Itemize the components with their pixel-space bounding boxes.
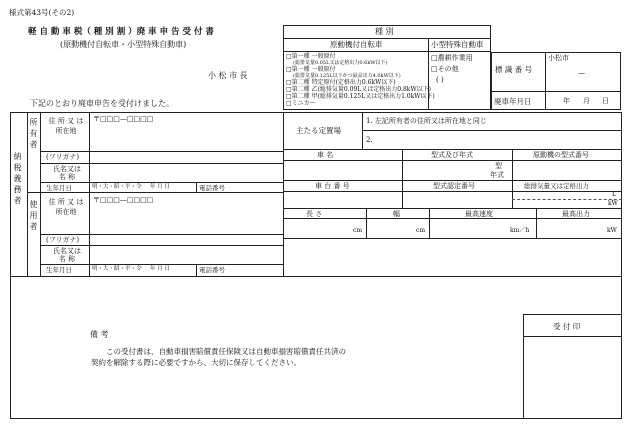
special-other-paren: ( ) (436, 76, 444, 84)
max-power-label: 最高出力 (562, 210, 590, 218)
user-birth-era[interactable]: 明・大・昭・平・令 (92, 266, 142, 272)
taxpayer-side-label: 納税義務者 (13, 152, 22, 207)
form-subtitle: (原動機付自転車・小型特殊自動車) (60, 40, 187, 49)
speed-unit: km／h (510, 227, 530, 234)
unit-kw: kW (608, 200, 618, 207)
storage-option-2[interactable]: 2. (366, 136, 373, 144)
chassis-number-label: 車 台 番 号 (315, 182, 350, 190)
minicar-checkbox[interactable]: □ ミニカー (286, 101, 316, 107)
engine-model-label: 原動機の型式番号 (533, 151, 589, 159)
user-furigana-label: (フリガナ) (46, 236, 80, 244)
moped-tokutei-checkbox[interactable]: □ 第二種 特定原付(定格出力0.6kW以下) (286, 80, 396, 86)
unit-l: L (612, 191, 616, 198)
displacement-label: 総排気量又は定格出力 (524, 182, 589, 190)
owner-address-label: 住 所 又 は 所在地 (48, 117, 84, 135)
mayor-label: 小 松 市 長 (208, 71, 248, 80)
moped-first-b-checkbox[interactable]: □ 第一種 一般原付 (286, 67, 336, 73)
user-birth-ymd: 年 月 日 (150, 266, 170, 272)
owner-label: 所有者 (29, 118, 38, 151)
kind-header: 種 別 (375, 27, 394, 36)
owner-furigana-label: (フリガナ) (46, 153, 80, 161)
moped-second-otsu-checkbox[interactable]: □ 第二種 乙(総排気量0.09L又は定格出力0.8kW以下) (286, 87, 431, 93)
form-title: 軽 自 動 車 税（ 種 別 割 ）廃 車 申 告 受 付 書 (28, 27, 214, 37)
owner-phone-label: 電話番号 (199, 184, 225, 192)
owner-birth-label: 生年月日 (46, 184, 72, 192)
user-label: 使用者 (29, 200, 38, 233)
notes-label: 備 考 (90, 330, 109, 339)
kind-col-moped: 原動機付自転車 (330, 40, 383, 49)
power-unit: kW (607, 227, 617, 234)
vehicle-name-label: 車 名 (317, 151, 334, 159)
special-agri-checkbox[interactable]: □ 農耕作業用 (431, 55, 473, 62)
user-address-label: 住 所 又 は 所在地 (48, 198, 84, 216)
scrap-year: 年 (563, 97, 570, 105)
reception-stamp-label: 受 付 印 (553, 322, 581, 331)
owner-name-label: 氏名又は名 称 (53, 165, 81, 181)
length-label: 長 さ (306, 210, 323, 218)
vehicle-year-unit: 年式 (490, 171, 504, 179)
special-other-checkbox[interactable]: □ その他 (431, 66, 459, 73)
width-unit: cm (416, 227, 426, 234)
storage-option-1[interactable]: 1. 左記所有者の住所又は所在地と同じ (366, 117, 487, 125)
vehicle-model-unit: 型 (495, 162, 502, 170)
form-number: 様式第43号(その2) (9, 8, 75, 17)
kind-col-special: 小型特殊自動車 (431, 40, 484, 49)
user-postal[interactable]: 〒□□□—□□□□ (93, 196, 154, 204)
owner-postal[interactable]: 〒□□□—□□□□ (93, 115, 154, 123)
length-unit: cm (353, 227, 363, 234)
vehicle-model-label: 型式及び年式 (431, 151, 473, 159)
user-birth-label: 生年月日 (46, 266, 72, 274)
user-phone-label: 電話番号 (199, 266, 225, 274)
storage-label: 主たる定置場 (296, 126, 341, 135)
notes-text-line1: この受付書は、自動車損害賠償責任保険又は自動車損害賠償責任共済の (106, 347, 346, 356)
scrap-day: 日 (602, 97, 609, 105)
width-label: 幅 (393, 210, 400, 218)
user-name-label: 氏名又は名 称 (53, 247, 81, 263)
cert-number-label: 型式認定番号 (433, 182, 475, 190)
max-speed-label: 最高速度 (465, 210, 493, 218)
scrap-month: 月 (583, 97, 590, 105)
moped-first-note: (総排気量0.05L又は定格出力0.6kW以下) (293, 60, 388, 66)
plate-label: 標 識 番 号 (495, 65, 533, 74)
moped-first-b-note: (総排気量0.125L以下かつ最高出力4.0kW以下) (293, 73, 401, 79)
moped-second-ko-checkbox[interactable]: □ 第二種 甲(総排気量0.125L又は定格出力1.0kW以下) (286, 94, 435, 100)
plate-city: 小松市 (548, 54, 569, 62)
statement-text: 下記のとおり廃車申告を受付けました。 (30, 99, 174, 108)
scrap-date-label: 廃車年月日 (494, 97, 532, 106)
notes-text-line2: 契約を解除する際に必要ですから、大切に保存してください。 (91, 358, 301, 367)
owner-birth-ymd: 年 月 日 (150, 184, 170, 190)
moped-first-checkbox[interactable]: □ 第一種 一般原付 (286, 54, 336, 60)
plate-dash: — (578, 69, 585, 77)
owner-birth-era[interactable]: 明・大・昭・平・令 (92, 184, 142, 190)
